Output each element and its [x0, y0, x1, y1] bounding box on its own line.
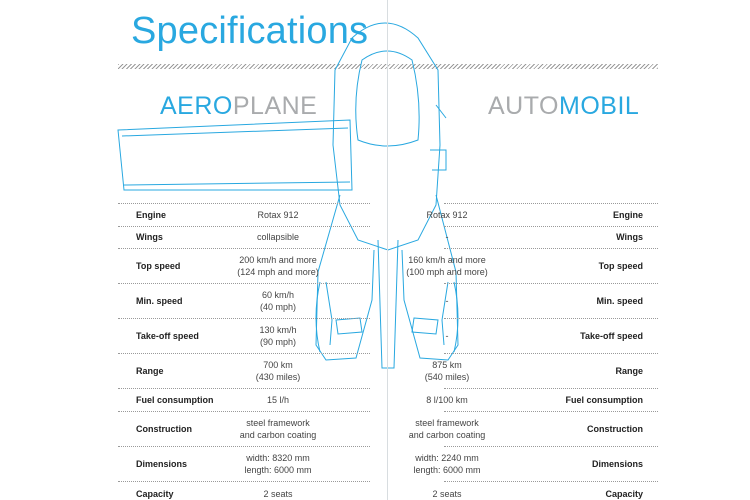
spec-value-automobil — [376, 394, 518, 406]
row-separator — [444, 203, 658, 204]
spec-label-aeroplane: Capacity — [136, 488, 174, 499]
spec-row — [118, 226, 658, 248]
spec-value-line: 8 l/100 km — [426, 394, 468, 405]
automobil-heading-highlight: MOBIL — [559, 92, 640, 120]
row-separator — [118, 283, 370, 284]
spec-value-aeroplane — [158, 452, 398, 476]
spec-row — [118, 446, 658, 481]
spec-value-line: 700 km — [263, 359, 293, 370]
aeroplane-heading-rest: PLANE — [232, 92, 318, 120]
spec-label-aeroplane: Wings — [136, 232, 163, 242]
spec-row — [118, 248, 658, 283]
spec-label-aeroplane: Dimensions — [136, 458, 188, 469]
spec-value-line: length: 6000 mm — [413, 464, 481, 475]
spec-value-line: - — [445, 295, 449, 306]
spec-value-automobil — [376, 330, 518, 342]
row-separator — [118, 481, 370, 482]
spec-value-aeroplane — [158, 231, 398, 243]
spec-value-line: 2 seats — [263, 488, 293, 499]
spec-value-line: 15 l/h — [266, 394, 290, 405]
spec-value-automobil — [376, 452, 518, 476]
spec-value-line: and carbon coating — [239, 429, 317, 440]
row-separator — [444, 318, 658, 319]
spec-value-line: steel framework — [246, 417, 310, 428]
spec-label-aeroplane: Min. speed — [136, 295, 183, 306]
spec-value-line: (40 mph) — [259, 301, 296, 312]
spec-row — [118, 388, 658, 411]
spec-label-automobil: Engine — [612, 209, 643, 220]
row-separator — [118, 446, 370, 447]
row-separator — [444, 446, 658, 447]
spec-label-automobil: Take-off speed — [580, 330, 643, 341]
spec-label-automobil: Top speed — [598, 260, 643, 271]
spec-value-automobil — [376, 231, 518, 243]
spec-row — [118, 411, 658, 446]
spec-value-aeroplane — [158, 394, 398, 406]
spec-label-automobil: Wings — [616, 232, 643, 242]
spec-value-automobil — [376, 488, 518, 500]
spec-label-aeroplane: Engine — [136, 209, 167, 220]
spec-label-aeroplane: Range — [136, 365, 164, 376]
spec-row — [118, 353, 658, 388]
spec-value-automobil — [376, 295, 518, 307]
spec-value-line: (124 mph and more) — [237, 266, 319, 277]
spec-value-automobil — [376, 209, 518, 221]
spec-value-line: - — [445, 232, 449, 242]
spec-label-automobil: Capacity — [605, 488, 643, 499]
spec-value-aeroplane — [158, 324, 398, 348]
spec-value-line: - — [445, 330, 449, 341]
spec-label-automobil: Min. speed — [596, 295, 643, 306]
spec-row — [118, 481, 658, 500]
row-separator — [118, 226, 370, 227]
page-title: Specifications — [131, 10, 369, 52]
spec-value-line: 130 km/h — [259, 324, 297, 335]
spec-row — [118, 283, 658, 318]
spec-value-line: steel framework — [415, 417, 479, 428]
spec-value-line: length: 6000 mm — [244, 464, 312, 475]
spec-value-aeroplane — [158, 254, 398, 278]
row-separator — [118, 353, 370, 354]
row-separator — [118, 248, 370, 249]
spec-label-aeroplane: Fuel consumption — [136, 394, 214, 405]
spec-label-aeroplane: Construction — [136, 423, 192, 434]
row-separator — [118, 203, 370, 204]
row-separator — [444, 248, 658, 249]
spec-value-line: (540 miles) — [424, 371, 470, 382]
spec-value-line: (90 mph) — [259, 336, 296, 347]
automobil-heading-rest: AUTO — [488, 92, 559, 120]
spec-value-line: 875 km — [432, 359, 462, 370]
row-separator — [444, 283, 658, 284]
row-separator — [444, 226, 658, 227]
spec-value-automobil — [376, 254, 518, 278]
row-separator — [118, 411, 370, 412]
spec-value-line: 200 km/h and more — [239, 254, 317, 265]
spec-value-line: 160 km/h and more — [408, 254, 486, 265]
aeroplane-heading-highlight: AERO — [160, 92, 233, 120]
row-separator — [444, 481, 658, 482]
spec-row — [118, 318, 658, 353]
spec-label-aeroplane: Top speed — [136, 260, 181, 271]
spec-value-line: 2 seats — [432, 488, 462, 499]
spec-label-automobil: Fuel consumption — [565, 394, 643, 405]
spec-value-line: Rotax 912 — [426, 209, 468, 220]
spec-value-line: width: 8320 mm — [246, 452, 310, 463]
spec-label-automobil: Range — [615, 365, 643, 376]
spec-value-line: width: 2240 mm — [415, 452, 479, 463]
spec-value-line: Rotax 912 — [257, 209, 299, 220]
row-separator — [444, 411, 658, 412]
spec-value-line: and carbon coating — [408, 429, 486, 440]
spec-value-aeroplane — [158, 209, 398, 221]
row-separator — [444, 353, 658, 354]
spec-value-automobil — [376, 417, 518, 441]
spec-value-line: (100 mph and more) — [406, 266, 488, 277]
spec-label-automobil: Dimensions — [591, 458, 643, 469]
spec-value-aeroplane — [158, 417, 398, 441]
spec-label-aeroplane: Take-off speed — [136, 330, 199, 341]
spec-value-aeroplane — [158, 488, 398, 500]
row-separator — [444, 388, 658, 389]
spec-value-line: 60 km/h — [261, 289, 294, 300]
spec-value-automobil — [376, 359, 518, 383]
spec-value-line: collapsible — [256, 232, 300, 242]
row-separator — [118, 318, 370, 319]
spec-value-line: (430 miles) — [255, 371, 301, 382]
spec-value-aeroplane — [158, 359, 398, 383]
spec-label-automobil: Construction — [587, 423, 643, 434]
row-separator — [118, 388, 370, 389]
spec-row — [118, 203, 658, 226]
spec-value-aeroplane — [158, 289, 398, 313]
